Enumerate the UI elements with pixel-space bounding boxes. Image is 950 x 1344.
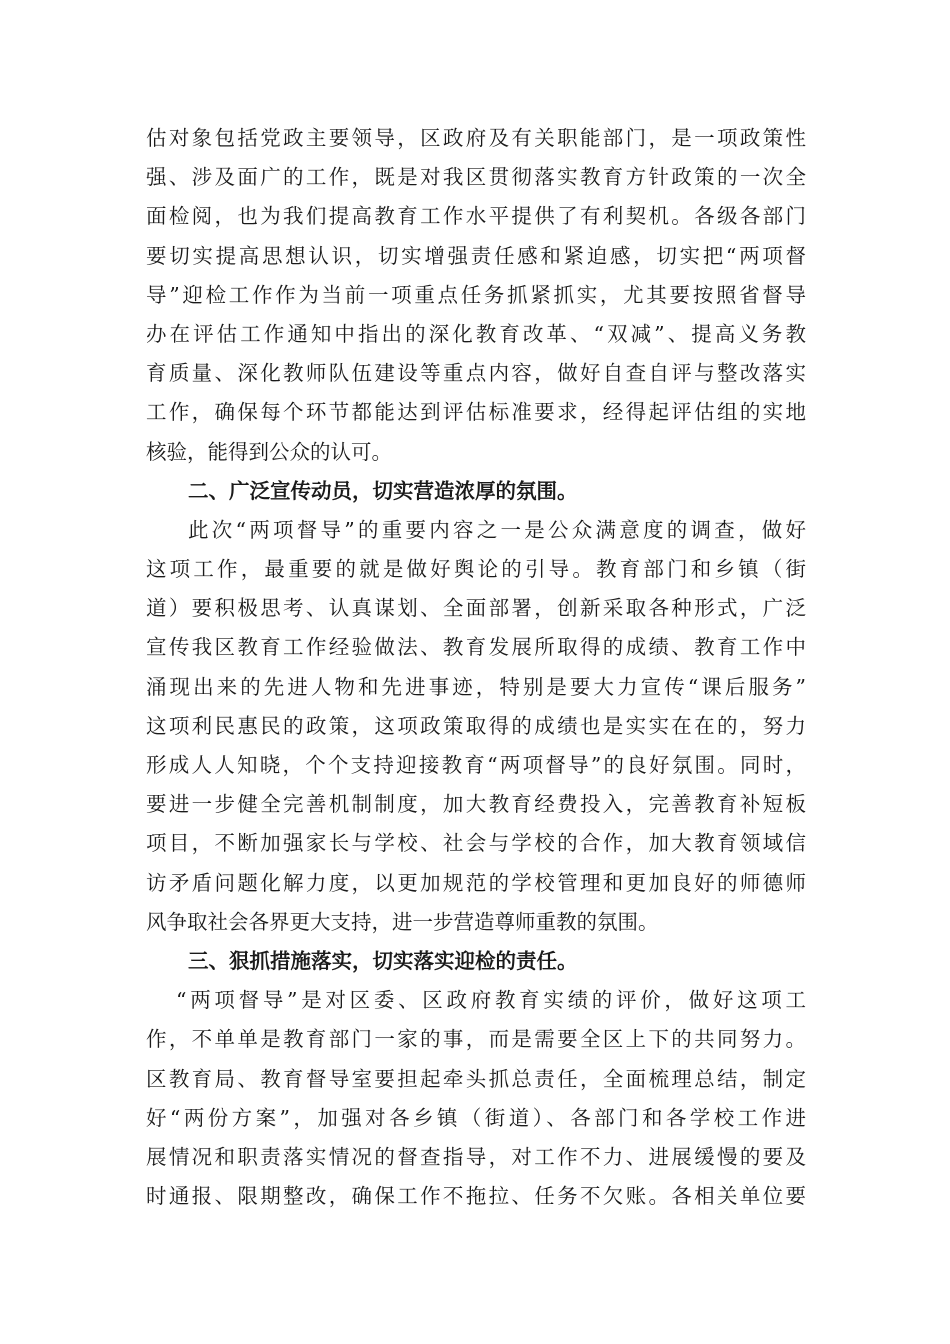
paragraph-line: 展情况和职责落实情况的督查指导，对工作不力、进展缓慢的要及 <box>146 1144 806 1169</box>
paragraph-line: 导”迎检工作作为当前一项重点任务抓紧抓实，尤其要按照省督导 <box>146 282 806 307</box>
document-body <box>146 119 806 1216</box>
paragraph-line: 区教育局、教育督导室要担起牵头抓总责任，全面梳理总结，制定 <box>146 1066 806 1091</box>
paragraph-line: 办在评估工作通知中指出的深化教育改革、“双减”、提高义务教 <box>146 321 806 346</box>
paragraph-line: 好“两份方案”，加强对各乡镇（街道）、各部门和各学校工作进 <box>146 1105 806 1130</box>
paragraph-line: 育质量、深化教师队伍建设等重点内容，做好自查自评与整改落实 <box>146 361 806 386</box>
paragraph-line: 作，不单单是教育部门一家的事，而是需要全区上下的共同努力。 <box>146 1027 806 1052</box>
paragraph-line: 此次“两项督导”的重要内容之一是公众满意度的调查，做好 <box>188 517 806 542</box>
paragraph-line: 要进一步健全完善机制制度，加大教育经费投入，完善教育补短板 <box>146 792 806 817</box>
paragraph-line: “两项督导”是对区委、区政府教育实绩的评价，做好这项工 <box>176 988 806 1013</box>
paragraph-line: 估对象包括党政主要领导，区政府及有关职能部门，是一项政策性 <box>146 126 806 150</box>
section-heading-3: 三、狠抓措施落实，切实落实迎检的责任。 <box>188 948 578 973</box>
paragraph-line: 这项利民惠民的政策，这项政策取得的成绩也是实实在在的，努力 <box>146 713 806 738</box>
paragraph-line: 工作，确保每个环节都能达到评估标准要求，经得起评估组的实地 <box>146 400 806 425</box>
paragraph-line: 访矛盾问题化解力度，以更加规范的学校管理和更加良好的师德师 <box>146 870 806 895</box>
paragraph-line: 风争取社会各界更大支持，进一步营造尊师重教的氛围。 <box>146 909 659 934</box>
paragraph-line: 这项工作，最重要的就是做好舆论的引导。教育部门和乡镇（街 <box>146 557 806 582</box>
paragraph-line: 强、涉及面广的工作，既是对我区贯彻落实教育方针政策的一次全 <box>146 165 806 190</box>
section-heading-2: 二、广泛宣传动员，切实营造浓厚的氛围。 <box>188 478 578 503</box>
paragraph-line: 面检阅，也为我们提高教育工作水平提供了有利契机。各级各部门 <box>146 204 806 229</box>
paragraph-line: 形成人人知晓，个个支持迎接教育“两项督导”的良好氛围。同时， <box>146 753 806 777</box>
paragraph-line: 项目，不断加强家长与学校、社会与学校的合作，加大教育领域信 <box>146 831 806 856</box>
paragraph-line: 要切实提高思想认识，切实增强责任感和紧迫感，切实把“两项督 <box>146 243 806 268</box>
paragraph-line: 宣传我区教育工作经验做法、教育发展所取得的成绩、教育工作中 <box>146 635 806 660</box>
paragraph-line: 涌现出来的先进人物和先进事迹，特别是要大力宣传“课后服务” <box>146 674 806 699</box>
paragraph-line: 核验，能得到公众的认可。 <box>146 439 392 464</box>
paragraph-line: 道）要积极思考、认真谋划、全面部署，创新采取各种形式，广泛 <box>146 596 806 621</box>
paragraph-line: 时通报、限期整改，确保工作不拖拉、任务不欠账。各相关单位要 <box>146 1184 806 1209</box>
